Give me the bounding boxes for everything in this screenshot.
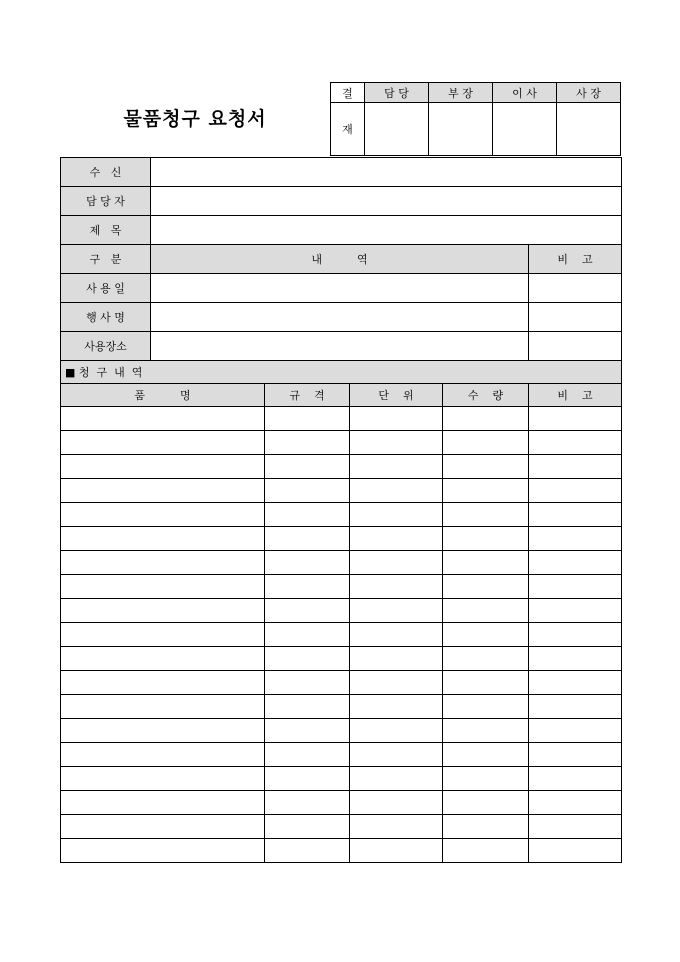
item-remark-cell[interactable]	[529, 671, 622, 695]
item-spec-cell[interactable]	[265, 671, 350, 695]
item-unit-cell[interactable]	[350, 551, 443, 575]
item-row	[61, 647, 622, 671]
form-title: 물품청구 요청서	[123, 108, 267, 130]
item-unit-cell[interactable]	[350, 839, 443, 863]
category-label: 구 분	[61, 245, 151, 274]
event-name-label: 행 사 명	[61, 303, 151, 332]
item-spec-cell[interactable]	[265, 455, 350, 479]
item-qty-cell[interactable]	[443, 407, 529, 431]
item-spec-cell[interactable]	[265, 431, 350, 455]
item-spec-header: 규 격	[265, 384, 350, 407]
item-spec-cell[interactable]	[265, 623, 350, 647]
approval-sign-manager[interactable]	[429, 103, 493, 156]
approval-sign-director[interactable]	[493, 103, 557, 156]
usage-place-label: 사용장소	[61, 332, 151, 361]
item-unit-cell[interactable]	[350, 599, 443, 623]
item-spec-cell[interactable]	[265, 839, 350, 863]
item-row	[61, 695, 622, 719]
item-unit-header: 단 위	[350, 384, 443, 407]
item-name-cell[interactable]	[61, 791, 265, 815]
item-unit-cell[interactable]	[350, 695, 443, 719]
usage-place-remark[interactable]	[529, 332, 622, 361]
item-remark-cell[interactable]	[529, 815, 622, 839]
item-spec-cell[interactable]	[265, 719, 350, 743]
item-remark-cell[interactable]	[529, 527, 622, 551]
item-row	[61, 455, 622, 479]
approval-label-bottom: 재	[331, 103, 365, 156]
item-row	[61, 815, 622, 839]
item-unit-cell[interactable]	[350, 743, 443, 767]
request-items-section-title: ■ 청 구 내 역	[61, 361, 622, 384]
item-spec-cell[interactable]	[265, 815, 350, 839]
item-qty-cell[interactable]	[443, 503, 529, 527]
item-qty-cell[interactable]	[443, 695, 529, 719]
item-unit-cell[interactable]	[350, 575, 443, 599]
item-unit-cell[interactable]	[350, 527, 443, 551]
item-qty-cell[interactable]	[443, 815, 529, 839]
item-spec-cell[interactable]	[265, 791, 350, 815]
item-spec-cell[interactable]	[265, 647, 350, 671]
item-row	[61, 503, 622, 527]
item-spec-cell[interactable]	[265, 575, 350, 599]
usage-date-field[interactable]	[151, 274, 529, 303]
item-qty-cell[interactable]	[443, 767, 529, 791]
item-spec-cell[interactable]	[265, 767, 350, 791]
item-remark-cell[interactable]	[529, 839, 622, 863]
item-qty-cell[interactable]	[443, 455, 529, 479]
item-row	[61, 839, 622, 863]
approval-sign-president[interactable]	[557, 103, 621, 156]
item-row	[61, 407, 622, 431]
item-name-cell[interactable]	[61, 407, 265, 431]
recipient-field[interactable]	[151, 158, 622, 187]
item-qty-cell[interactable]	[443, 431, 529, 455]
item-unit-cell[interactable]	[350, 815, 443, 839]
item-name-cell[interactable]	[61, 479, 265, 503]
item-unit-cell[interactable]	[350, 767, 443, 791]
item-row	[61, 551, 622, 575]
item-unit-cell[interactable]	[350, 431, 443, 455]
item-row	[61, 479, 622, 503]
item-remark-cell[interactable]	[529, 503, 622, 527]
item-unit-cell[interactable]	[350, 671, 443, 695]
usage-place-field[interactable]	[151, 332, 529, 361]
item-row	[61, 767, 622, 791]
item-remark-cell[interactable]	[529, 695, 622, 719]
approval-role-president: 사 장	[557, 83, 621, 103]
item-remark-cell[interactable]	[529, 623, 622, 647]
item-name-cell[interactable]	[61, 695, 265, 719]
item-row	[61, 599, 622, 623]
item-unit-cell[interactable]	[350, 647, 443, 671]
item-qty-cell[interactable]	[443, 479, 529, 503]
item-unit-cell[interactable]	[350, 791, 443, 815]
item-qty-header: 수 량	[443, 384, 529, 407]
item-remark-cell[interactable]	[529, 551, 622, 575]
item-remark-cell[interactable]	[529, 407, 622, 431]
item-spec-cell[interactable]	[265, 551, 350, 575]
item-qty-cell[interactable]	[443, 719, 529, 743]
item-name-header: 품 명	[61, 384, 265, 407]
item-qty-cell[interactable]	[443, 551, 529, 575]
item-name-cell[interactable]	[61, 599, 265, 623]
item-spec-cell[interactable]	[265, 503, 350, 527]
item-remark-cell[interactable]	[529, 767, 622, 791]
item-row	[61, 743, 622, 767]
item-row	[61, 623, 622, 647]
item-spec-cell[interactable]	[265, 527, 350, 551]
approval-role-manager: 부 장	[429, 83, 493, 103]
item-name-cell[interactable]	[61, 647, 265, 671]
item-qty-cell[interactable]	[443, 839, 529, 863]
item-remark-cell[interactable]	[529, 599, 622, 623]
approval-sign-staff[interactable]	[365, 103, 429, 156]
item-spec-cell[interactable]	[265, 599, 350, 623]
item-name-cell[interactable]	[61, 455, 265, 479]
item-name-cell[interactable]	[61, 839, 265, 863]
item-unit-cell[interactable]	[350, 503, 443, 527]
item-name-cell[interactable]	[61, 431, 265, 455]
item-remark-header: 비 고	[529, 384, 622, 407]
approval-role-staff: 담 당	[365, 83, 429, 103]
manager-label: 담 당 자	[61, 187, 151, 216]
item-name-cell[interactable]	[61, 719, 265, 743]
item-row	[61, 575, 622, 599]
item-name-cell[interactable]	[61, 527, 265, 551]
item-unit-cell[interactable]	[350, 623, 443, 647]
detail-header: 내 역	[151, 245, 529, 274]
item-row	[61, 719, 622, 743]
subject-label: 제 목	[61, 216, 151, 245]
subject-field[interactable]	[151, 216, 622, 245]
item-name-cell[interactable]	[61, 671, 265, 695]
item-spec-cell[interactable]	[265, 407, 350, 431]
recipient-label: 수 신	[61, 158, 151, 187]
event-name-field[interactable]	[151, 303, 529, 332]
item-row	[61, 671, 622, 695]
item-qty-cell[interactable]	[443, 791, 529, 815]
item-remark-cell[interactable]	[529, 455, 622, 479]
item-row	[61, 527, 622, 551]
item-qty-cell[interactable]	[443, 599, 529, 623]
usage-date-remark[interactable]	[529, 274, 622, 303]
usage-date-label: 사 용 일	[61, 274, 151, 303]
item-qty-cell[interactable]	[443, 647, 529, 671]
approval-box	[330, 82, 621, 156]
item-row	[61, 431, 622, 455]
item-qty-cell[interactable]	[443, 671, 529, 695]
item-spec-cell[interactable]	[265, 695, 350, 719]
item-remark-cell[interactable]	[529, 647, 622, 671]
item-unit-cell[interactable]	[350, 479, 443, 503]
item-qty-cell[interactable]	[443, 575, 529, 599]
item-name-cell[interactable]	[61, 815, 265, 839]
item-qty-cell[interactable]	[443, 743, 529, 767]
remark-header: 비 고	[529, 245, 622, 274]
item-remark-cell[interactable]	[529, 431, 622, 455]
item-name-cell[interactable]	[61, 575, 265, 599]
item-name-cell[interactable]	[61, 623, 265, 647]
item-unit-cell[interactable]	[350, 407, 443, 431]
item-row	[61, 791, 622, 815]
request-form-table	[60, 157, 622, 863]
item-unit-cell[interactable]	[350, 455, 443, 479]
item-unit-cell[interactable]	[350, 719, 443, 743]
item-qty-cell[interactable]	[443, 527, 529, 551]
approval-label-top: 결	[331, 83, 365, 103]
item-remark-cell[interactable]	[529, 719, 622, 743]
item-remark-cell[interactable]	[529, 791, 622, 815]
item-name-cell[interactable]	[61, 743, 265, 767]
item-name-cell[interactable]	[61, 551, 265, 575]
item-name-cell[interactable]	[61, 767, 265, 791]
manager-field[interactable]	[151, 187, 622, 216]
item-spec-cell[interactable]	[265, 479, 350, 503]
item-remark-cell[interactable]	[529, 743, 622, 767]
item-remark-cell[interactable]	[529, 479, 622, 503]
item-rows	[61, 407, 622, 863]
event-name-remark[interactable]	[529, 303, 622, 332]
item-spec-cell[interactable]	[265, 743, 350, 767]
item-remark-cell[interactable]	[529, 575, 622, 599]
item-qty-cell[interactable]	[443, 623, 529, 647]
approval-role-director: 이 사	[493, 83, 557, 103]
item-name-cell[interactable]	[61, 503, 265, 527]
